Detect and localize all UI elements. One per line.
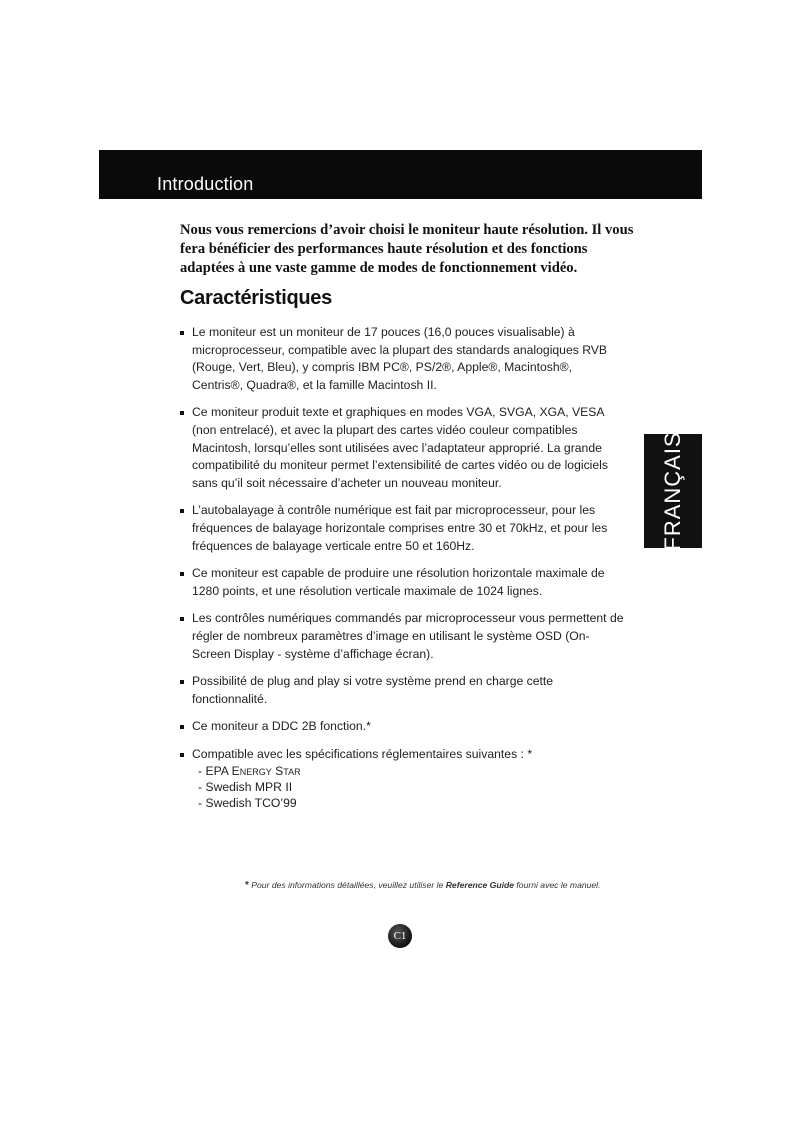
section-header-bar [99, 150, 702, 199]
bullet-icon [180, 725, 184, 729]
language-label: FRANÇAIS [660, 431, 685, 551]
intro-paragraph: Nous vous remercions d’avoir choisi le moniteur haute résolution. Il vous fera bénéficier des performances haute résolution et des fonctions adaptées à une vaste gamme de modes de fonctionnement vidéo. [180, 222, 634, 276]
feature-item [180, 324, 625, 394]
footnote-asterisk: * [245, 880, 249, 891]
feature-text: Compatible avec les spécifications réglementaires suivantes : * [192, 746, 533, 761]
feature-item [180, 718, 625, 736]
feature-item [180, 502, 625, 555]
section-header-title: Introduction [157, 174, 254, 194]
bullet-icon [180, 617, 184, 621]
feature-text: Les contrôles numériques commandés par microprocesseur vous permettent de régler de nombreux paramètres d’image en utilisant le système OSD (On-Screen Display - système d’affichage écran). [192, 611, 624, 661]
feature-text: Ce moniteur est capable de produire une résolution horizontale maximale de 1280 points, et une résolution verticale maximale de 1024 lignes. [192, 566, 605, 598]
bullet-icon [180, 753, 184, 757]
language-side-tab [644, 431, 702, 551]
bullet-icon [180, 509, 184, 513]
feature-item [180, 746, 625, 812]
feature-item [180, 565, 625, 600]
feature-item [180, 673, 625, 708]
feature-text: Le moniteur est un moniteur de 17 pouces (16,0 pouces visualisable) à microprocesseur, compatible avec la plupart des standards analogiques RVB (Rouge, Vert, Bleu), y compris IBM PC®, PS/2®, Apple®, Macintosh®, Centris®, Quadra®, et la famille Macintosh II. [192, 325, 608, 392]
feature-text: Ce moniteur produit texte et graphiques en modes VGA, SVGA, XGA, VESA (non entrelacé), et avec la plupart des cartes vidéo couleur compatibles Macintosh, lorsqu’elles sont utilisées avec l’adaptateur approprié. La grande compatibilité du moniteur permet l’extensibilité de cartes vidéo ou de logiciels sans qu’il soit nécessaire d’acheter un nouveau moniteur. [192, 405, 608, 490]
feature-text: L’autobalayage à contrôle numérique est fait par microprocesseur, pour les fréquences de balayage horizontale comprises entre 30 et 70kHz, et pour les fréquences de balayage verticale entre 50 et 160Hz. [192, 503, 608, 553]
bullet-icon [180, 331, 184, 335]
feature-text: Ce moniteur a DDC 2B fonction.* [192, 719, 371, 734]
standard-item-epa: - EPA Energy Star [198, 764, 301, 779]
feature-text: Possibilité de plug and play si votre système prend en charge cette fonctionnalité. [192, 674, 554, 706]
footnote-text-before: Pour des informations détaillées, veuillez utiliser le [251, 880, 446, 890]
footnote-text-after: fourni avec le manuel. [514, 880, 601, 890]
footnote [245, 880, 645, 891]
page-number: C1 [393, 930, 407, 942]
footnote-emphasis: Reference Guide [445, 880, 515, 890]
bullet-icon [180, 680, 184, 684]
standards-list [192, 763, 625, 811]
page-number-badge [388, 924, 412, 948]
feature-item [180, 610, 625, 663]
standard-item-mpr: - Swedish MPR II [198, 780, 293, 795]
standard-item-tco: - Swedish TCO’99 [198, 796, 297, 811]
features-heading: Caractéristiques [180, 287, 332, 309]
bullet-icon [180, 411, 184, 415]
bullet-icon [180, 572, 184, 576]
features-list [180, 324, 625, 821]
feature-item [180, 404, 625, 492]
